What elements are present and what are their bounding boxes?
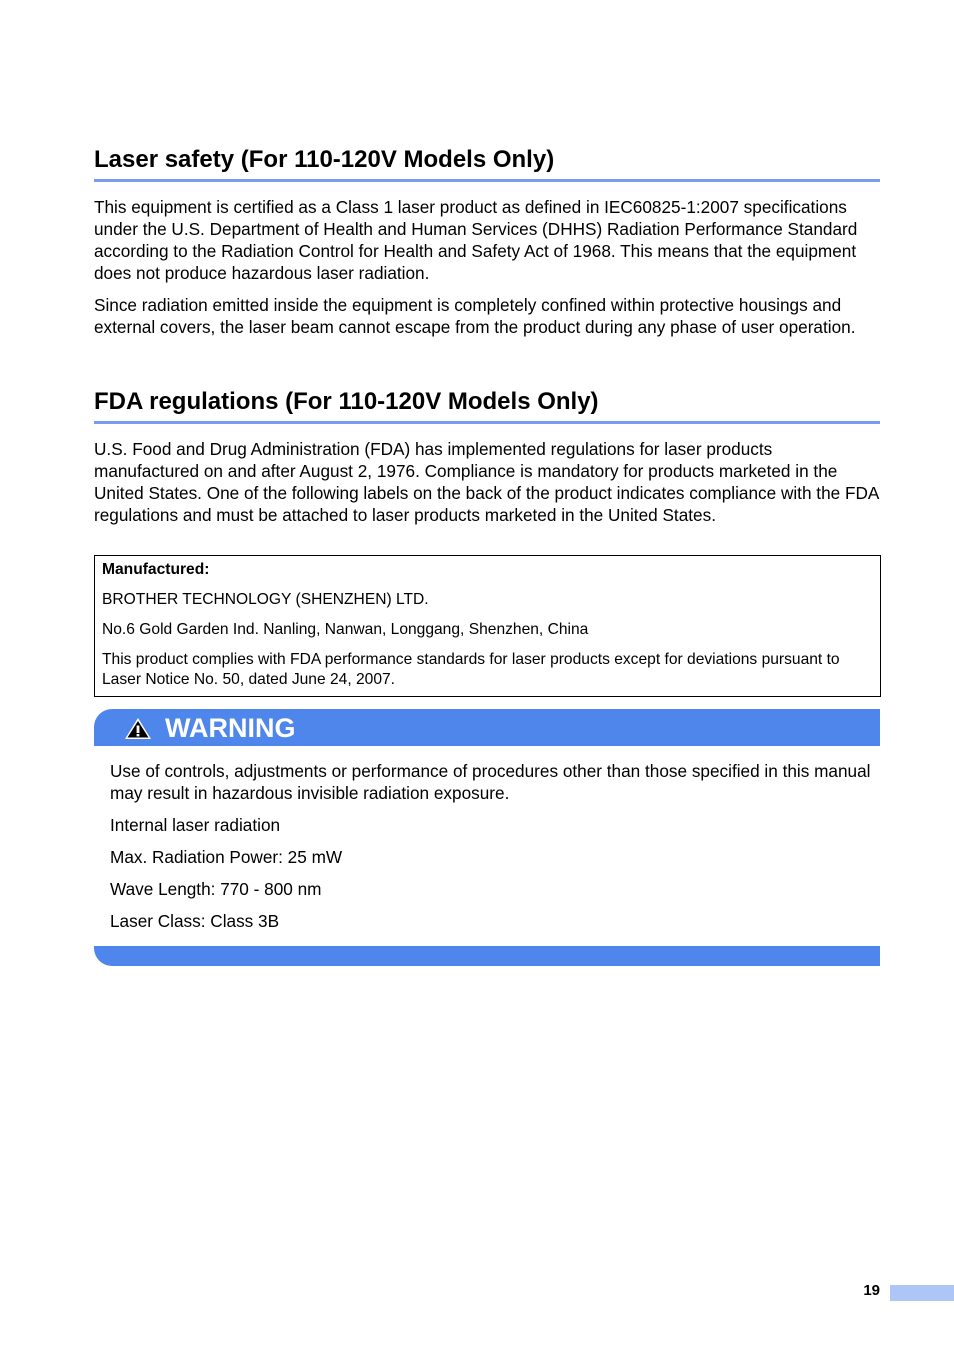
- fda-section: [94, 388, 880, 526]
- warning-triangle-icon: [124, 716, 152, 740]
- fda-paragraph: U.S. Food and Drug Administration (FDA) has implemented regulations for laser products manufactured on and after August 2, 1976. Compliance is mandatory for products marketed in the United States. One of the following labels on the back of the product indicates compliance with the FDA regulations and must be attached to laser products marketed in the United States.: [94, 439, 879, 525]
- laser-safety-body: [94, 196, 880, 338]
- warning-line-3: Max. Radiation Power: 25 mW: [110, 847, 343, 867]
- label-title: Manufactured:: [102, 561, 210, 578]
- warning-title: WARNING: [165, 712, 296, 743]
- warning-line-1: Use of controls, adjustments or performance of procedures other than those specified in this manual may result in hazardous invisible radiation exposure.: [110, 761, 871, 803]
- warning-line-2: Internal laser radiation: [110, 815, 281, 835]
- laser-safety-paragraph-1: This equipment is certified as a Class 1 laser product as defined in IEC60825-1:2007 specifications under the U.S. Department of Health and Human Services (DHHS) Radiation Performance Standard according to the Radiation Control for Health and Safety Act of 1968. This means that the equipment does not produce hazardous laser radiation.: [94, 197, 858, 283]
- fda-label-box: [94, 555, 881, 697]
- page-tab-marker: [890, 1285, 954, 1301]
- label-address: No.6 Gold Garden Ind. Nanling, Nanwan, Longgang, Shenzhen, China: [102, 621, 589, 638]
- page-number: 19: [863, 1282, 880, 1299]
- warning-footer-bar: [94, 946, 880, 966]
- laser-safety-section: [94, 146, 880, 338]
- label-company: BROTHER TECHNOLOGY (SHENZHEN) LTD.: [102, 591, 429, 608]
- warning-line-4: Wave Length: 770 - 800 nm: [110, 879, 322, 899]
- laser-safety-heading: Laser safety (For 110-120V Models Only): [94, 146, 880, 182]
- warning-header: [94, 709, 880, 746]
- laser-safety-paragraph-2: Since radiation emitted inside the equipment is completely confined within protective housings and external covers, the laser beam cannot escape from the product during any phase of user operation.: [94, 295, 856, 337]
- label-compliance: This product complies with FDA performance standards for laser products except for deviations pursuant to Laser Notice No. 50, dated June 24, 2007.: [102, 651, 840, 688]
- fda-body: [94, 438, 880, 526]
- warning-line-5: Laser Class: Class 3B: [110, 911, 280, 931]
- warning-body: [110, 760, 880, 932]
- fda-heading: FDA regulations (For 110-120V Models Only): [94, 388, 880, 424]
